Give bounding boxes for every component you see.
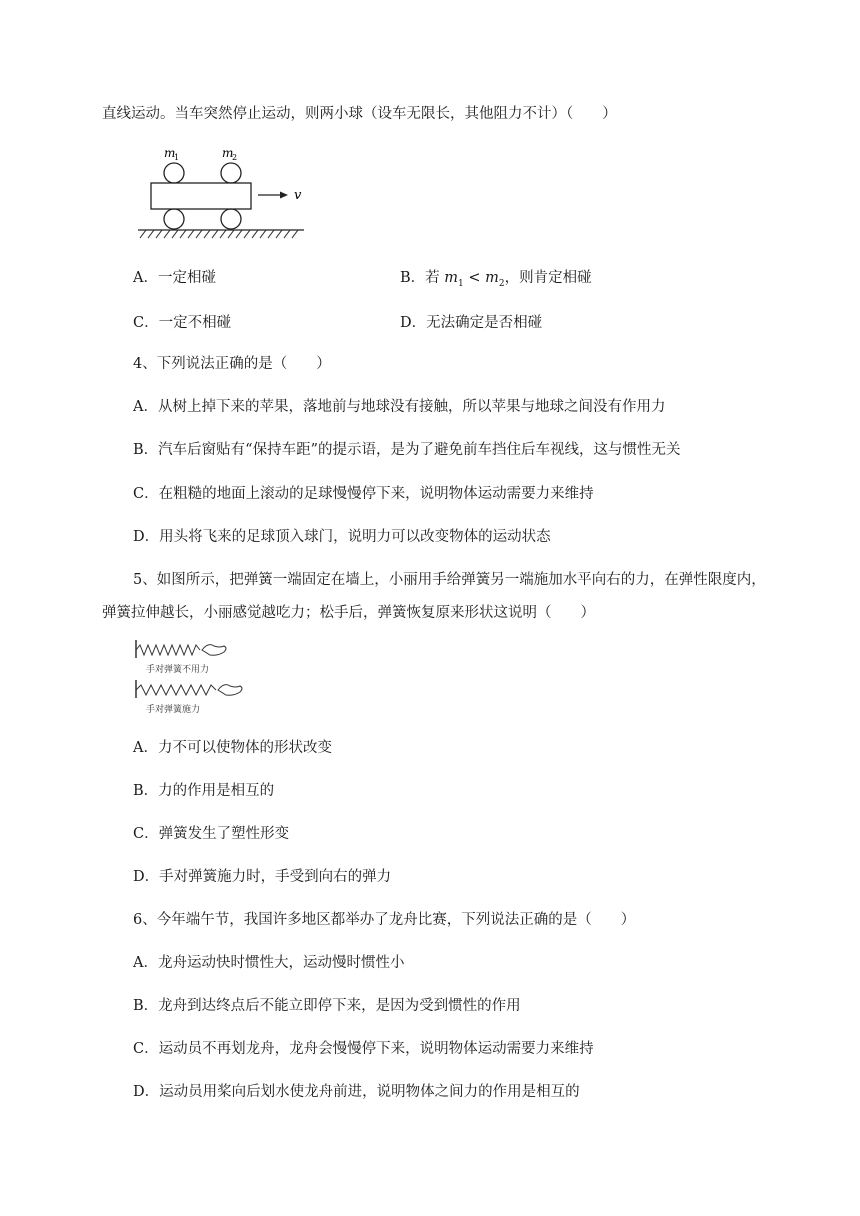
q6-option-a: A．龙舟运动快时惯性大，运动慢时惯性小 <box>133 955 405 971</box>
spring-rest <box>136 645 200 655</box>
q4-option-b: B．汽车后窗贴有“保持车距”的提示语，是为了避免前车挡住后车视线，这与惯性无关 <box>133 442 681 458</box>
q4-stem: 4、下列说法正确的是（ ） <box>133 356 331 372</box>
q5-option-c: C．弹簧发生了塑性形变 <box>133 826 290 842</box>
q4-option-c: C．在粗糙的地面上滚动的足球慢慢停下来，说明物体运动需要力来维持 <box>133 486 594 502</box>
q5-option-b: B．力的作用是相互的 <box>133 783 275 799</box>
q3-option-b-math <box>440 270 505 289</box>
spring-figure <box>132 638 244 718</box>
m1-label: m <box>164 146 176 160</box>
q4-option-a: A．从树上掉下来的苹果，落地前与地球没有接触，所以苹果与地球之间没有作用力 <box>133 399 666 415</box>
ground-hatch <box>140 230 298 238</box>
q3-option-a: A．一定相碰 <box>133 270 216 286</box>
spring-diagram <box>132 638 244 718</box>
math-m1: m <box>444 270 459 286</box>
velocity-arrowhead <box>280 192 288 199</box>
cart-body <box>151 183 251 209</box>
q3-options-row1 <box>133 266 733 289</box>
m2-label: m <box>222 146 234 160</box>
hand-icon <box>202 645 226 656</box>
m2-sub: 2 <box>232 153 238 162</box>
q4-option-d: D．用头将飞来的足球顶入球门，说明力可以改变物体的运动状态 <box>133 529 551 545</box>
wheel-left <box>164 209 184 229</box>
ball-m1 <box>164 163 184 183</box>
m1-sub: 1 <box>174 153 180 162</box>
spring-stretched <box>136 685 216 695</box>
spring-caption-rest: 手对弹簧不用力 <box>146 665 210 675</box>
q3-option-b-prefix: B．若 <box>400 270 440 286</box>
q5-stem-line1: 5、如图所示，把弹簧一端固定在墙上，小丽用手给弹簧另一端施加水平向右的力，在弹性限度内， <box>133 572 766 588</box>
math-sub1: 1 <box>458 278 464 289</box>
q6-option-d: D．运动员用桨向后划水使龙舟前进，说明物体之间力的作用是相互的 <box>133 1084 580 1100</box>
q3-option-b <box>400 266 592 289</box>
spring-caption-pull: 手对弹簧施力 <box>146 705 201 715</box>
q5-option-a: A．力不可以使物体的形状改变 <box>133 740 332 756</box>
math-sub2: 2 <box>498 278 505 289</box>
q3-option-c: C．一定不相碰 <box>133 315 232 331</box>
cart-diagram <box>130 142 310 242</box>
math-m2: m <box>485 270 499 286</box>
q5-stem-line2: 弹簧拉伸越长，小丽感觉越吃力；松手后，弹簧恢复原来形状这说明（ ） <box>102 605 595 621</box>
q6-option-b: B．龙舟到达终点后不能立即停下来，是因为受到惯性的作用 <box>133 998 521 1014</box>
cart-figure <box>130 142 310 242</box>
q6-option-c: C．运动员不再划龙舟，龙舟会慢慢停下来，说明物体运动需要力来维持 <box>133 1041 594 1057</box>
v-label: v <box>294 188 302 203</box>
q3-option-b-suffix: ，则肯定相碰 <box>504 270 592 286</box>
q5-option-d: D．手对弹簧施力时，手受到向右的弹力 <box>133 869 392 885</box>
q6-stem: 6、今年端午节，我国许多地区都举办了龙舟比赛，下列说法正确的是（ ） <box>133 912 636 928</box>
q3-options-row2 <box>133 311 733 331</box>
hand-icon <box>218 685 242 696</box>
q3-option-d: D．无法确定是否相碰 <box>400 315 543 331</box>
math-op: < <box>463 270 486 286</box>
wheel-right <box>221 209 241 229</box>
ball-m2 <box>221 163 241 183</box>
q3-stem-tail: 直线运动。当车突然停止运动，则两小球（设车无限长，其他阻力不计）（ ） <box>102 106 617 122</box>
